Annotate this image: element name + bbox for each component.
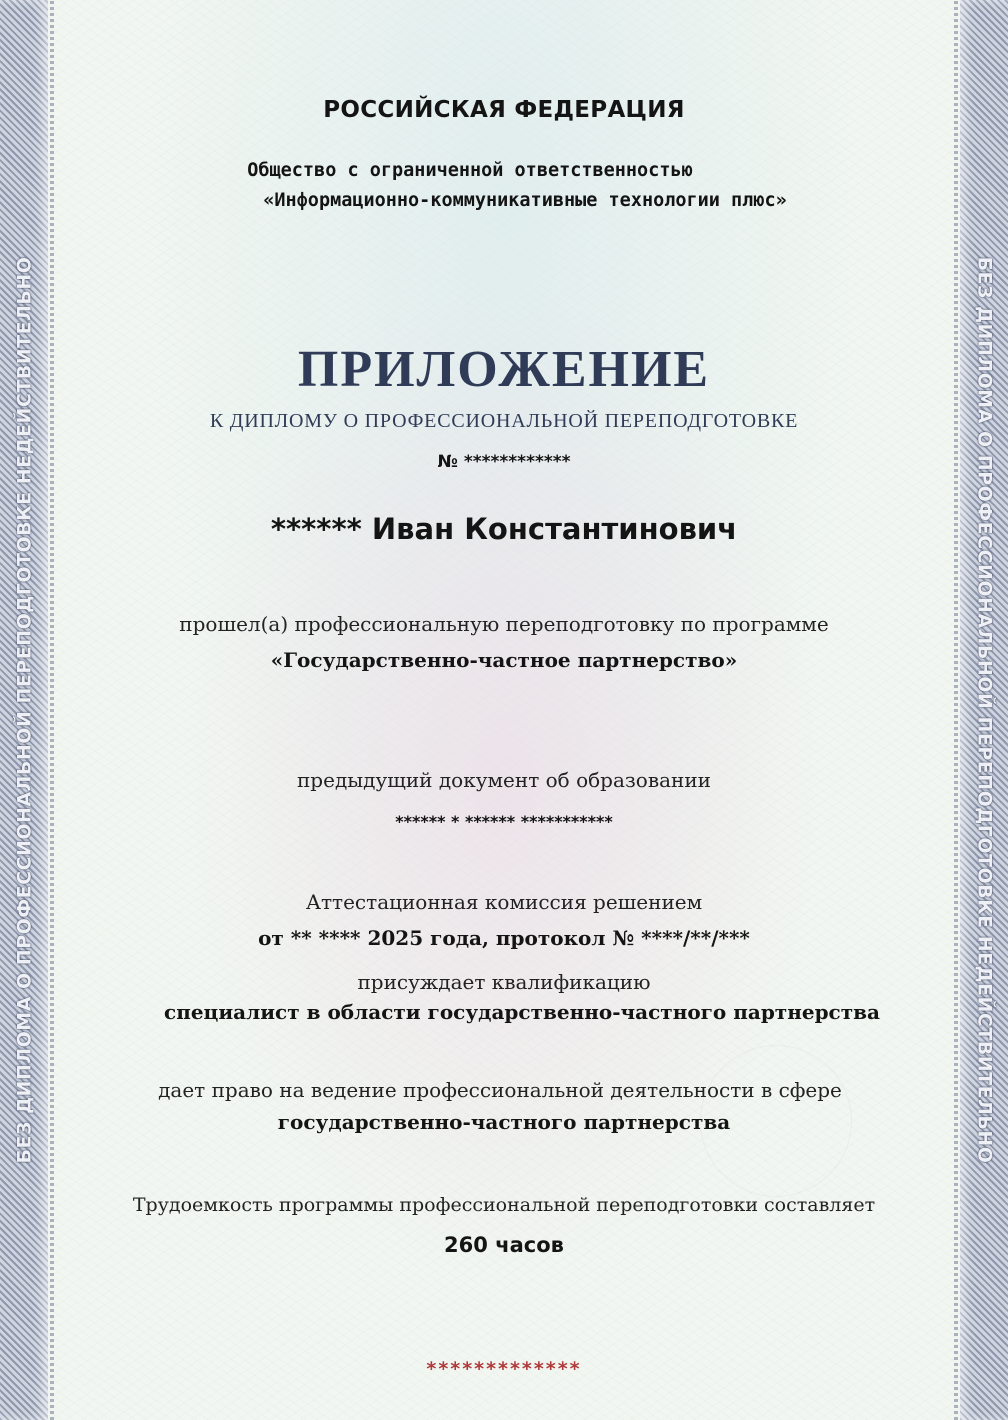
protocol-reference: от ** **** 2025 года, протокол № ****/**/*** — [258, 926, 750, 950]
left-border-line — [50, 0, 54, 1420]
passed-statement: прошел(а) профессиональную переподготовку по программе — [179, 612, 829, 636]
recipient-name: ****** Иван Константинович — [270, 512, 738, 546]
left-border-text: БЕЗ ДИПЛОМА О ПРОФЕССИОНАЛЬНОЙ ПЕРЕПОДГОТОВКЕ НЕДЕЙСТВИТЕЛЬНО — [13, 256, 35, 1164]
hours-value: 260 часов — [444, 1233, 564, 1257]
commission-statement: Аттестационная комиссия решением — [305, 890, 703, 914]
document-number: № ************ — [437, 452, 571, 472]
qualification-name: специалист в области государственно-частного партнерства — [164, 1000, 880, 1024]
activity-sphere: государственно-частного партнерства — [277, 1110, 731, 1134]
organization-type: Общество с ограниченной ответственностью — [247, 160, 693, 181]
document-subtitle: К ДИПЛОМУ О ПРОФЕССИОНАЛЬНОЙ ПЕРЕПОДГОТОВКЕ — [209, 410, 799, 432]
organization-name: «Информационно-коммуникативные технологии плюс» — [263, 190, 787, 211]
rights-statement: дает право на ведение профессиональной деятельности в сфере — [158, 1078, 842, 1102]
right-border-text: БЕЗ ДИПЛОМА О ПРОФЕССИОНАЛЬНОЙ ПЕРЕПОДГОТОВКЕ НЕДЕЙСТВИТЕЛЬНО — [973, 256, 995, 1164]
awards-statement: присуждает квалификацию — [357, 970, 651, 994]
program-name: «Государственно-частное партнерство» — [270, 648, 738, 672]
right-border-line — [954, 0, 958, 1420]
previous-document-value: ****** * ****** *********** — [395, 812, 613, 831]
country-heading: РОССИЙСКАЯ ФЕДЕРАЦИЯ — [323, 97, 685, 123]
left-border-caption — [0, 0, 48, 1420]
previous-document-label: предыдущий документ об образовании — [296, 768, 712, 792]
hours-statement: Трудоемкость программы профессиональной переподготовки составляет — [132, 1194, 876, 1216]
document-title: ПРИЛОЖЕНИЕ — [297, 341, 711, 398]
right-border-caption — [960, 0, 1008, 1420]
serial-number: ************* — [426, 1358, 582, 1380]
